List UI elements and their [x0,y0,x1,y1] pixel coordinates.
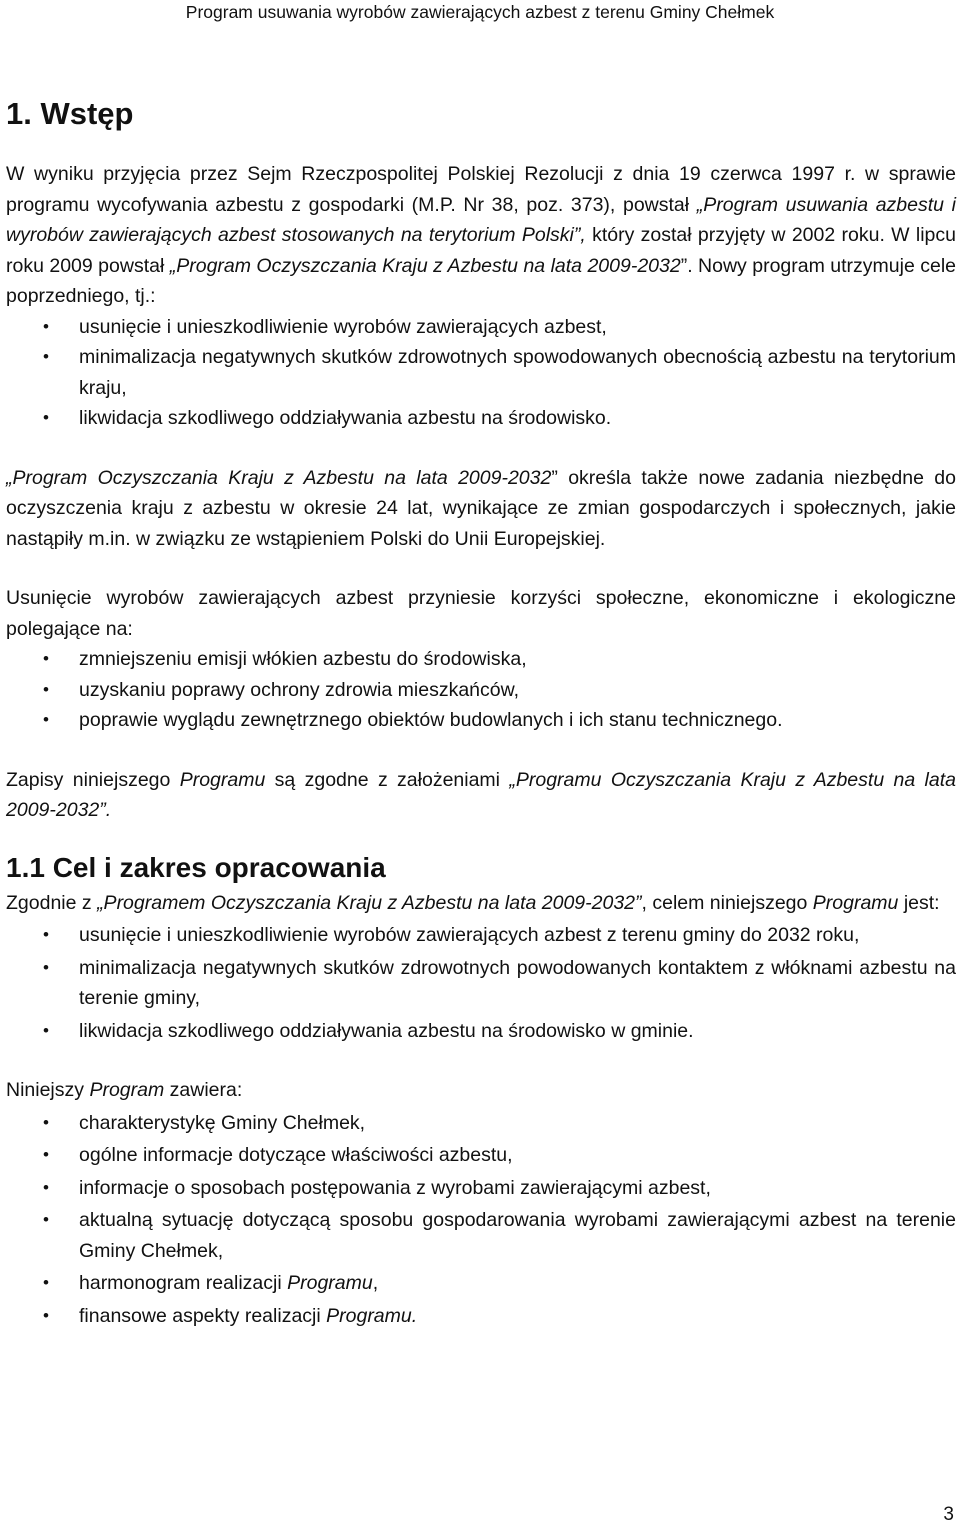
paragraph-compliance: Zapisy niniejszego Programu są zgodne z założeniami „Programu Oczyszczania Kraju z Azbestu na lata 2009-2032”. [6,768,956,821]
paragraph-program-goal: Zgodnie z „Programem Oczyszczania Kraju z Azbestu na lata 2009-2032”, celem niniejszego Programu jest: [6,891,940,914]
bullet-icon: • [43,1145,49,1164]
bullet-icon: • [43,1112,49,1132]
list-item: • poprawie wyglądu zewnętrznego obiektów budowlanych i ich stanu technicznego. [6,705,956,736]
bullet-icon: • [43,1020,49,1040]
bullet-icon: • [43,710,49,729]
bullet-icon: • [43,957,49,977]
page-number: 3 [943,1504,954,1525]
program-contents-list [6,1108,956,1332]
bullet-icon: • [43,1210,49,1229]
list-item: • harmonogram realizacji Programu, [6,1268,956,1299]
bullet-icon: • [43,679,49,699]
benefits-list [6,644,956,736]
list-item: • minimalizacja negatywnych skutków zdrowotnych powodowanych kontaktem z włóknami azbestu na terenie gminy, [6,953,956,1014]
list-item: • finansowe aspekty realizacji Programu. [6,1301,956,1332]
bullet-icon: • [43,925,49,944]
section-heading-goals-scope: 1.1 Cel i zakres opracowania [6,851,386,883]
paragraph-introduction: W wyniku przyjęcia przez Sejm Rzeczpospolitej Polskiej Rezolucji z dnia 19 czerwca 1997 r. w sprawie programu wycofywania azbestu z gospodarki (M.P. Nr 38, poz. 373), powstał „Program usuwania azbestu i wyrobów zawierających azbest stosowanych na terytorium Polski”, który został przyjęty w 2002 roku. W lipcu roku 2009 powstał „Program Oczyszczania Kraju z Azbestu na lata 2009-2032”. Nowy program utrzymuje cele poprzedniego, tj.: [6,163,957,307]
list-item: • aktualną sytuację dotyczącą sposobu gospodarowania wyrobami zawierającymi azbest na terenie Gminy Chełmek, [6,1205,956,1266]
list-item: • zmniejszeniu emisji włókien azbestu do środowiska, [6,644,956,675]
paragraph-program-contents: Niniejszy Program zawiera: [6,1079,243,1101]
list-item: • usunięcie i unieszkodliwienie wyrobów zawierających azbest, [6,312,956,343]
list-item: • ogólne informacje dotyczące właściwości azbestu, [6,1140,956,1171]
program-goals-list [6,920,956,1046]
list-item: • usunięcie i unieszkodliwienie wyrobów zawierających azbest z terenu gminy do 2032 roku, [6,920,956,951]
document-body [6,94,956,1331]
list-item: • charakterystykę Gminy Chełmek, [6,1108,956,1139]
bullet-icon: • [43,649,49,668]
bullet-icon: • [43,1273,49,1292]
bullet-icon: • [43,347,49,366]
bullet-icon: • [43,1305,49,1325]
paragraph-benefits: Usunięcie wyrobów zawierających azbest przyniesie korzyści społeczne, ekonomiczne i ekologiczne polegające na: [6,587,956,640]
bullet-icon: • [43,408,49,427]
bullet-icon: • [43,316,49,336]
paragraph-program-tasks: „Program Oczyszczania Kraju z Azbestu na lata 2009-2032” określa także nowe zadania niezbędne do oczyszczenia kraju z azbestu w okresie 24 lat, wynikające ze zmian gospodarczych i społecznych, jakie nastąpiły m.in. w związku ze wstąpieniem Polski do Unii Europejskiej. [6,466,956,550]
section-heading-introduction: 1. Wstęp [6,96,134,131]
goals-list [6,312,956,434]
list-item: • likwidacja szkodliwego oddziaływania azbestu na środowisko. [6,403,956,434]
list-item: • likwidacja szkodliwego oddziaływania azbestu na środowisko w gminie. [6,1016,956,1047]
list-item: • uzyskaniu poprawy ochrony zdrowia mieszkańców, [6,675,956,706]
page-header: Program usuwania wyrobów zawierających azbest z terenu Gminy Chełmek [185,2,775,22]
list-item: • minimalizacja negatywnych skutków zdrowotnych spowodowanych obecnością azbestu na terytorium kraju, [6,342,956,403]
list-item: • informacje o sposobach postępowania z wyrobami zawierającymi azbest, [6,1173,956,1204]
bullet-icon: • [43,1177,49,1197]
